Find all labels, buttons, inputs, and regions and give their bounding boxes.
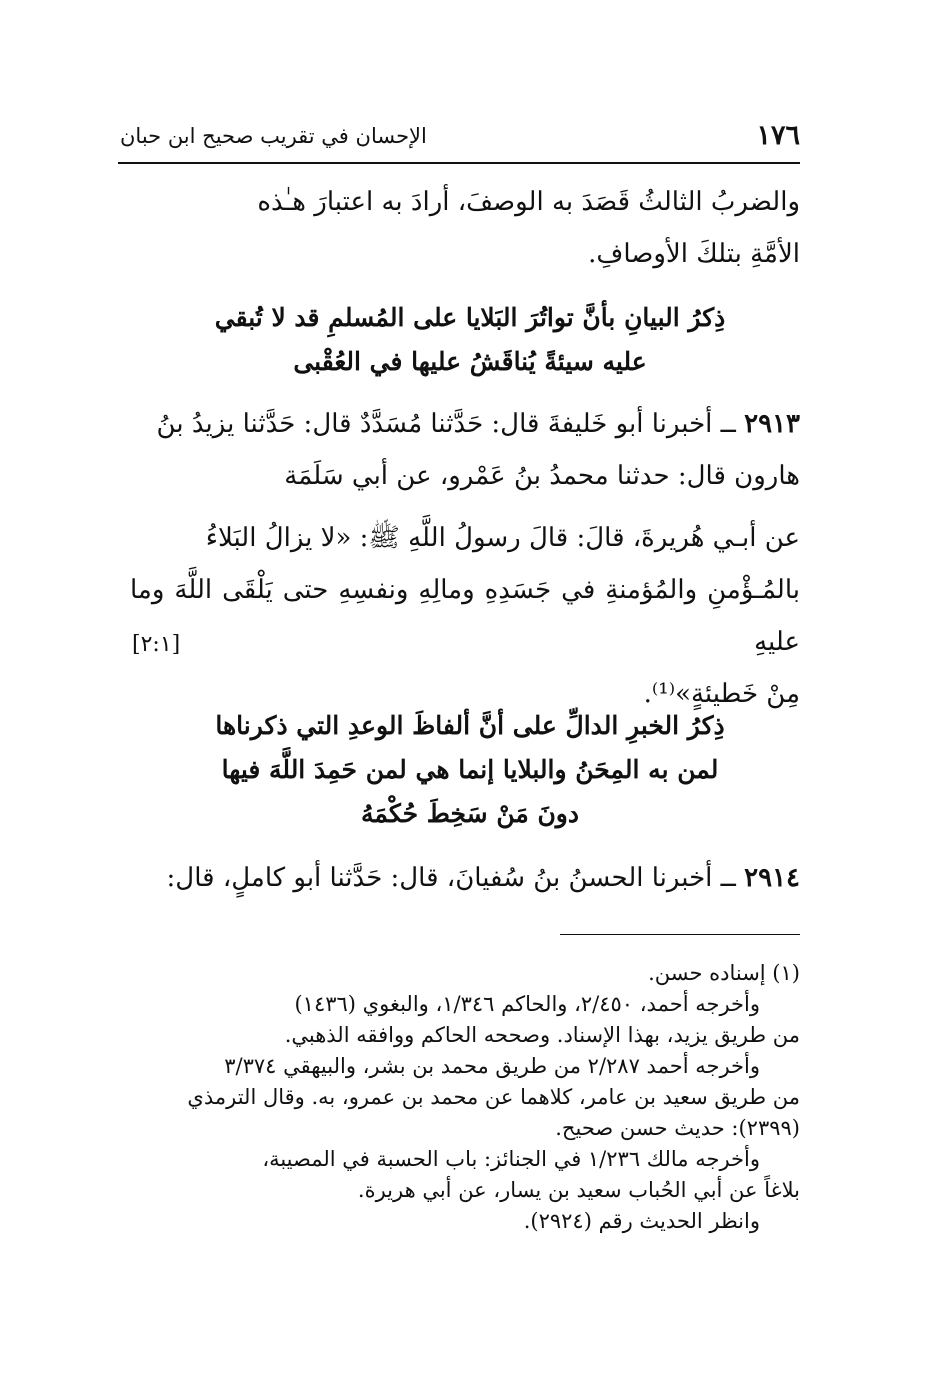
footnotes [130,958,800,1237]
footnote-line: (٢٣٩٩): حديث حسن صحيح. [555,1116,800,1140]
intro-paragraph [130,176,800,280]
isnad-text: ــ أخبرنا أبو خَليفةَ قال: حَدَّثنا مُسَدَّدٌ قال: حَدَّثنا يزيدُ بنُ [156,409,736,439]
chapter-heading-2 [190,704,750,836]
heading-line: ذِكرُ البيانِ بأنَّ تواتُرَ البَلايا على المُسلمِ قد لا تُبقي [214,303,726,332]
hadith-2913-isnad [130,398,800,502]
intro-line: والضربُ الثالثُ قَصَدَ به الوصفَ، أرادَ به اعتبارَ هـٰذه [257,187,800,217]
intro-line: الأمَّةِ بتلكَ الأوصافِ. [588,239,800,269]
footnote-line: وأخرجه أحمد، ٢/٤٥٠، والحاكم ١/٣٤٦، والبغوي (١٤٣٦) [294,992,760,1016]
hadith-number: ٢٩١٣ [744,409,800,439]
isnad-line [130,852,800,904]
footnote-line: من طريق يزيد، بهذا الإسناد. وصححه الحاكم ووافقه الذهبي. [284,1023,800,1047]
page-header [120,120,800,158]
footnote-line: وأخرجه مالك ١/٢٣٦ في الجنائز: باب الحسبة في المصيبة، [262,1147,760,1171]
heading-line: ذِكرُ الخبرِ الدالِّ على أنَّ ألفاظَ الوعدِ التي ذكرناها [215,711,725,740]
heading-line: لمن به المِحَنُ والبلايا إنما هي لمن حَمِدَ اللَّهَ فيها [221,755,719,784]
page-number: ١٧٦ [756,120,800,151]
matn-line: عن أبـي هُريرةَ، قالَ: قالَ رسولُ اللَّهِ ﷺ: «لا يزالُ البَلاءُ [205,523,800,553]
footnote-line: من طريق سعيد بن عامر، كلاهما عن محمد بن عمرو، به. وقال الترمذي [187,1085,800,1109]
isnad-line: هارون قال: حدثنا محمدُ بنُ عَمْرو، عن أبي سَلَمَة [284,461,800,491]
hadith-number: ٢٩١٤ [744,863,800,893]
footnote-line: وانظر الحديث رقم (٢٩٢٤). [523,1209,760,1233]
hadith-2913-matn [130,512,800,720]
isnad-line [130,398,800,450]
header-rule [118,162,800,164]
hadith-reference: [٢:١] [132,632,181,657]
running-title: الإحسان في تقريب صحيح ابن حبان [120,124,427,148]
heading-line: دونَ مَنْ سَخِطَ حُكْمَهُ [360,799,580,828]
heading-line: عليه سيئةً يُناقَشُ عليها في العُقْبى [293,347,647,376]
matn-line: مِنْ خَطيئةٍ»⁽¹⁾. [643,679,800,709]
footnote-rule [560,934,800,935]
footnote-line: بلاغاً عن أبي الحُباب سعيد بن يسار، عن أبي هريرة. [357,1178,800,1202]
matn-line: بالمُـؤْمنِ والمُؤمنةِ في جَسَدِهِ ومالِهِ ونفسِهِ حتى يَلْقَى اللَّهَ وما عليهِ [130,575,801,657]
isnad-text: ــ أخبرنا الحسنُ بنُ سُفيانَ، قال: حَدَّثنا أبو كاملٍ، قال: [166,863,736,893]
chapter-heading-1 [190,296,750,384]
hadith-2914-isnad [130,852,800,904]
footnote-line: وأخرجه أحمد ٢/٢٨٧ من طريق محمد بن بشر، والبيهقي ٣/٣٧٤ [224,1054,760,1078]
footnote-line: (١) إسناده حسن. [648,961,800,985]
